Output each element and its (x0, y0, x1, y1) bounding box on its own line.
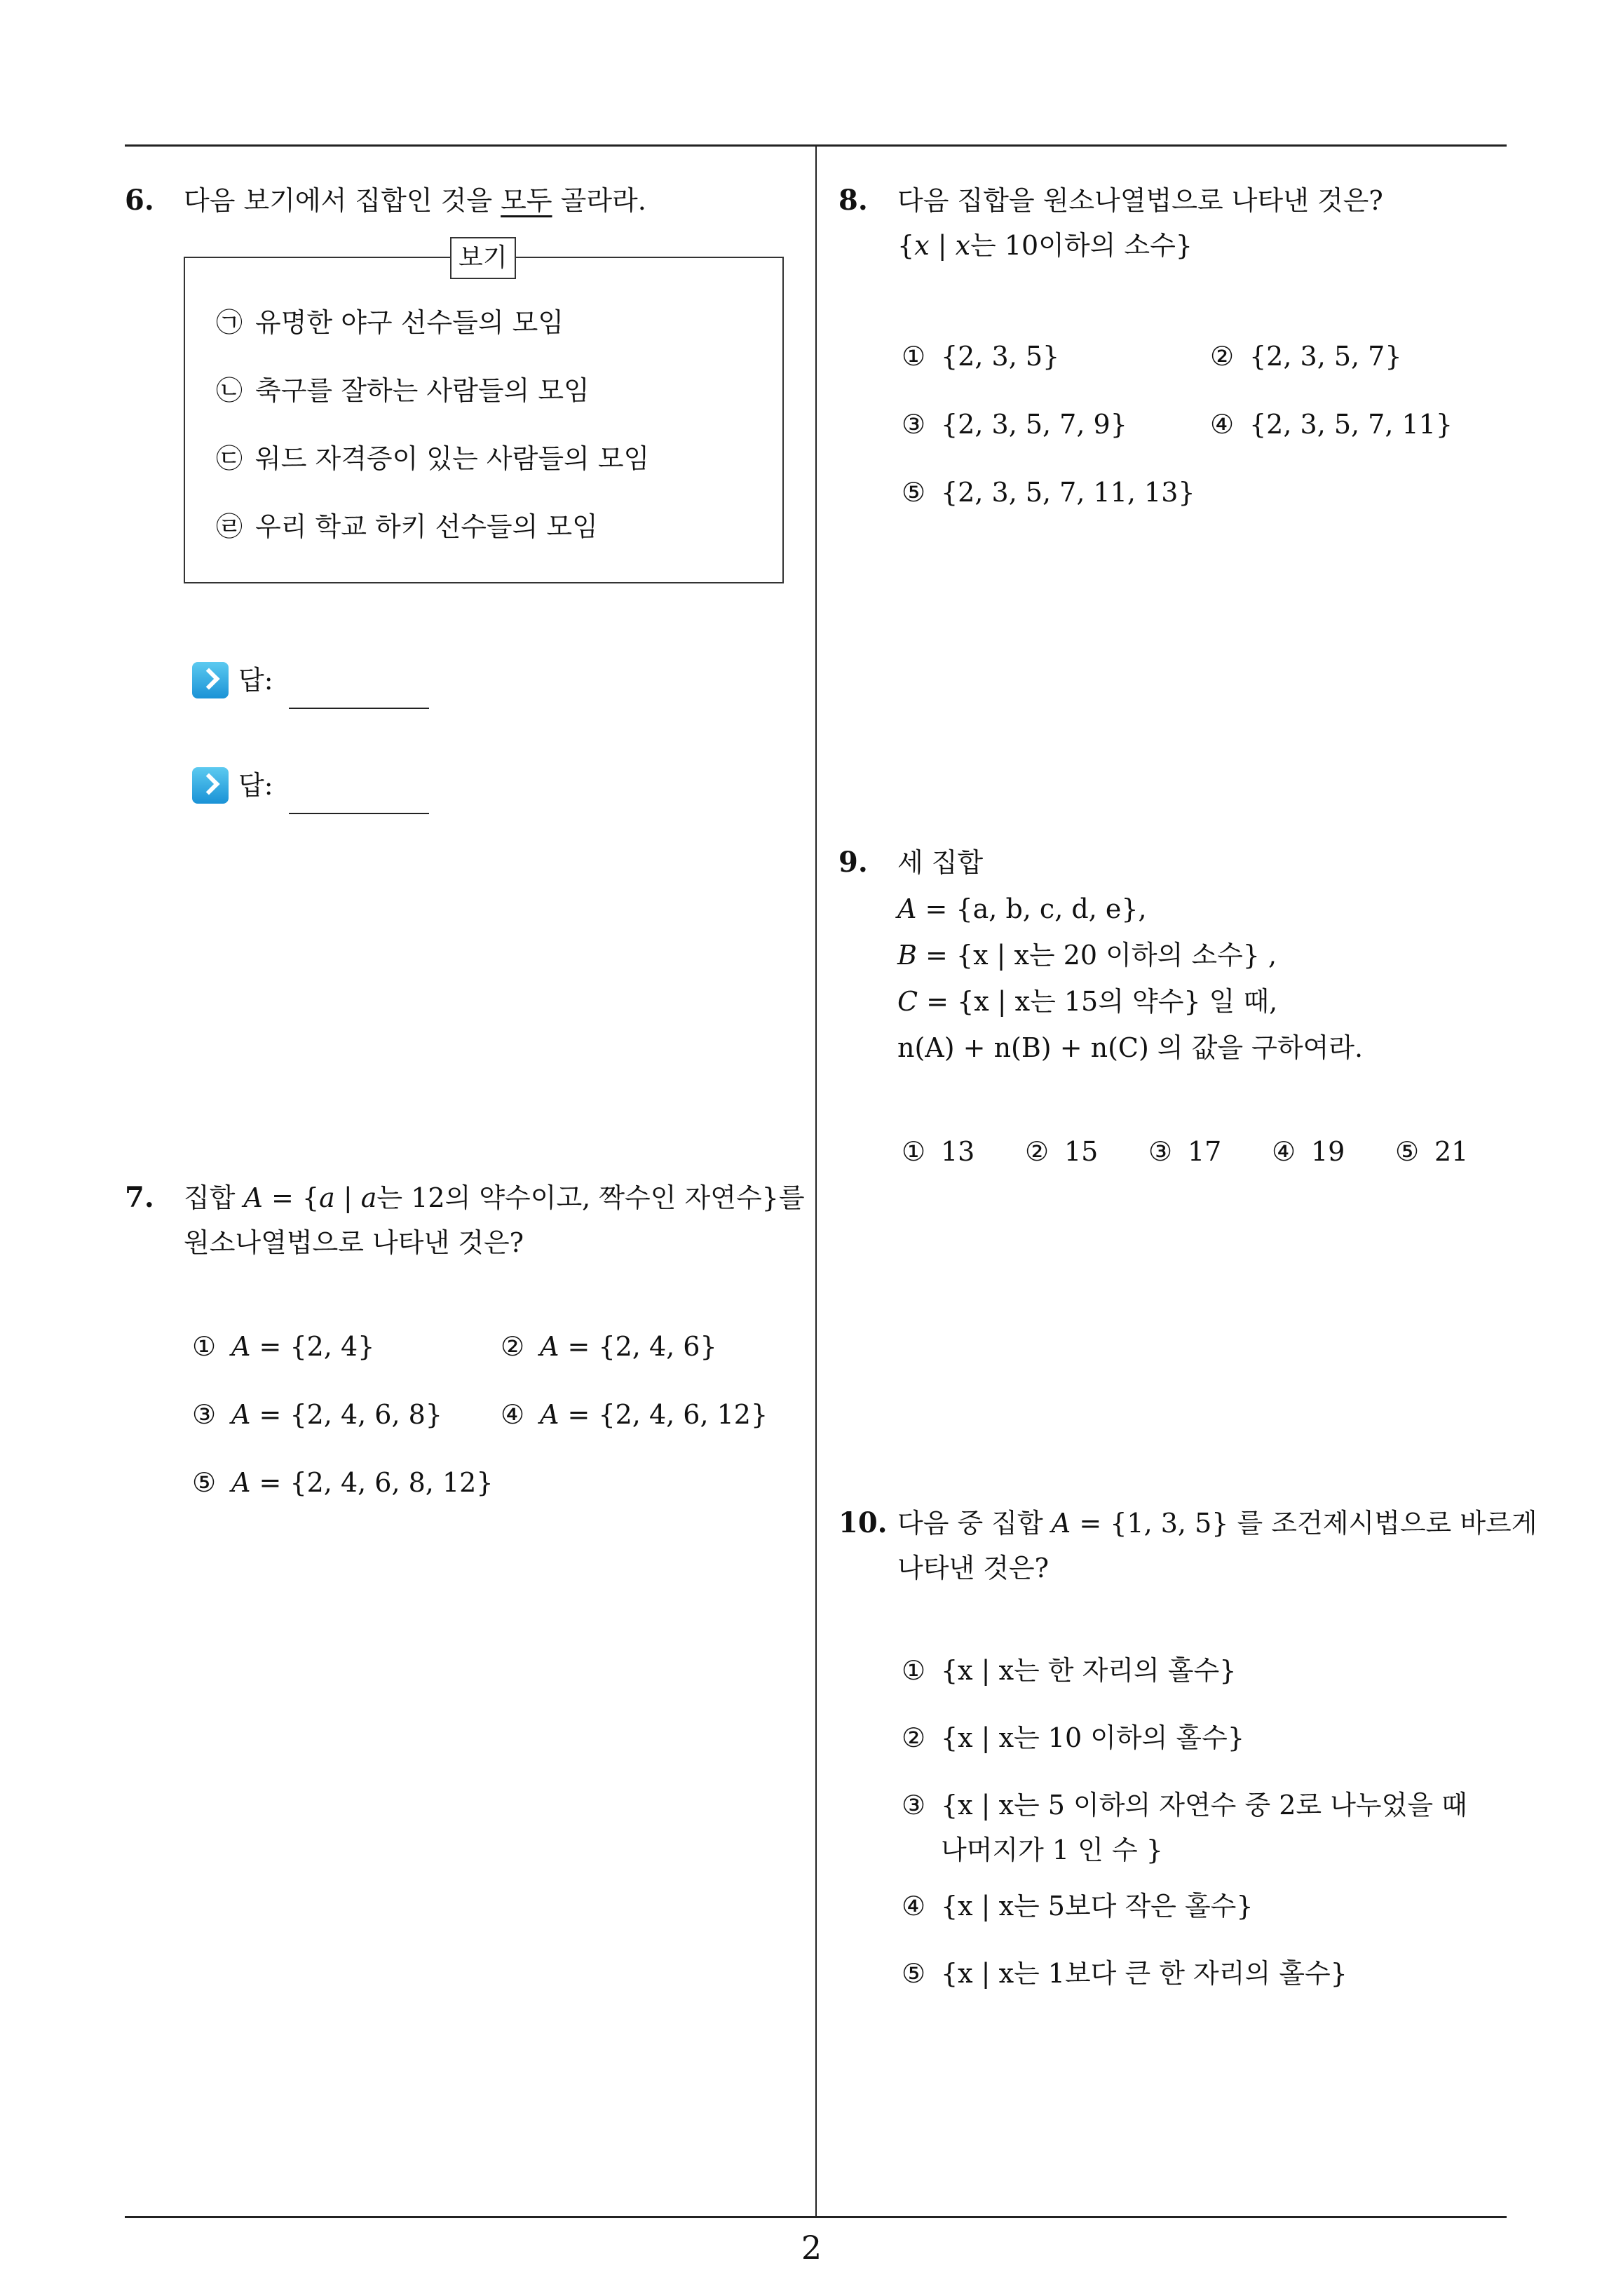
question-8 (838, 178, 1505, 515)
example-item: ㉣ 우리 학교 하키 선수들의 모임 (216, 511, 598, 542)
option-1[interactable]: ① A = {2, 4} (192, 1331, 375, 1362)
question-number: 8. (838, 184, 868, 217)
set-definition-c: C = {x | x는 15의 약수} 일 때, (897, 986, 1278, 1017)
option-3[interactable]: ③ {2, 3, 5, 7, 9} (902, 409, 1127, 440)
emphasis-underline: 모두 (501, 185, 552, 216)
option-1[interactable]: ① 13 (902, 1136, 975, 1167)
chevron-right-icon (192, 662, 229, 698)
option-4[interactable]: ④ {2, 3, 5, 7, 11} (1210, 409, 1453, 440)
option-5[interactable]: ⑤ 21 (1395, 1136, 1469, 1167)
option-3[interactable]: ③ {x | x는 5 이하의 자연수 중 2로 나누었을 때 나머지가 1 인 수 } (902, 1790, 1467, 1865)
question-prompt: n(A) + n(B) + n(C) 의 값을 구하여라. (897, 1032, 1364, 1063)
option-5[interactable]: ⑤ A = {2, 4, 6, 8, 12} (192, 1467, 494, 1498)
example-box-title: 보기 (450, 237, 516, 279)
option-4[interactable]: ④ A = {2, 4, 6, 12} (501, 1399, 768, 1430)
question-stem: 다음 보기에서 집합인 것을 모두 골라라. (184, 185, 646, 216)
set-expression: {x | x는 10이하의 소수} (897, 230, 1193, 261)
option-3[interactable]: ③ 17 (1148, 1136, 1222, 1167)
question-number: 7. (125, 1181, 154, 1214)
example-item: ㉡ 축구를 잘하는 사람들의 모임 (216, 375, 590, 406)
question-stem: 다음 집합을 원소나열법으로 나타낸 것은? (897, 185, 1383, 216)
option-1[interactable]: ① {x | x는 한 자리의 홀수} (902, 1655, 1237, 1686)
option-2[interactable]: ② A = {2, 4, 6} (501, 1331, 717, 1362)
question-stem-line2: 원소나열법으로 나타낸 것은? (184, 1227, 524, 1258)
option-3[interactable]: ③ A = {2, 4, 6, 8} (192, 1399, 442, 1430)
example-item: ㉢ 워드 자격증이 있는 사람들의 모임 (216, 443, 650, 474)
question-6 (125, 178, 798, 823)
question-stem: 집합 A = {a | a는 12의 약수이고, 짝수인 자연수}를 (184, 1182, 805, 1213)
page-number: 2 (801, 2229, 822, 2267)
bottom-rule (125, 2216, 1507, 2218)
question-7 (125, 1175, 805, 1512)
option-4[interactable]: ④ {x | x는 5보다 작은 홀수} (902, 1891, 1254, 1922)
set-definition-a: A = {a, b, c, d, e}, (897, 893, 1147, 924)
question-10 (838, 1501, 1537, 2006)
option-2[interactable]: ② {2, 3, 5, 7} (1210, 341, 1402, 372)
option-1[interactable]: ① {2, 3, 5} (902, 341, 1060, 372)
answer-blank[interactable] (289, 813, 429, 814)
option-5[interactable]: ⑤ {x | x는 1보다 큰 한 자리의 홀수} (902, 1958, 1347, 1989)
example-box (184, 243, 784, 583)
option-2[interactable]: ② {x | x는 10 이하의 홀수} (902, 1722, 1245, 1753)
question-9 (838, 840, 1505, 1177)
question-number: 10. (838, 1506, 888, 1539)
set-definition-b: B = {x | x는 20 이하의 소수} , (897, 940, 1277, 971)
question-number: 6. (125, 184, 154, 217)
option-2[interactable]: ② 15 (1025, 1136, 1099, 1167)
example-item: ㉠ 유명한 야구 선수들의 모임 (216, 307, 564, 338)
question-stem: 다음 중 집합 A = {1, 3, 5} 를 조건제시법으로 바르게 (897, 1508, 1537, 1539)
column-divider (815, 144, 817, 2218)
answer-field[interactable]: 답: (192, 760, 429, 814)
question-stem: 세 집합 (897, 847, 984, 878)
option-4[interactable]: ④ 19 (1272, 1136, 1345, 1167)
question-number: 9. (838, 846, 868, 879)
answer-blank[interactable] (289, 708, 429, 709)
chevron-right-icon (192, 767, 229, 804)
question-stem-line2: 나타낸 것은? (897, 1553, 1049, 1583)
option-5[interactable]: ⑤ {2, 3, 5, 7, 11, 13} (902, 477, 1195, 508)
answer-field[interactable]: 답: (192, 655, 429, 709)
